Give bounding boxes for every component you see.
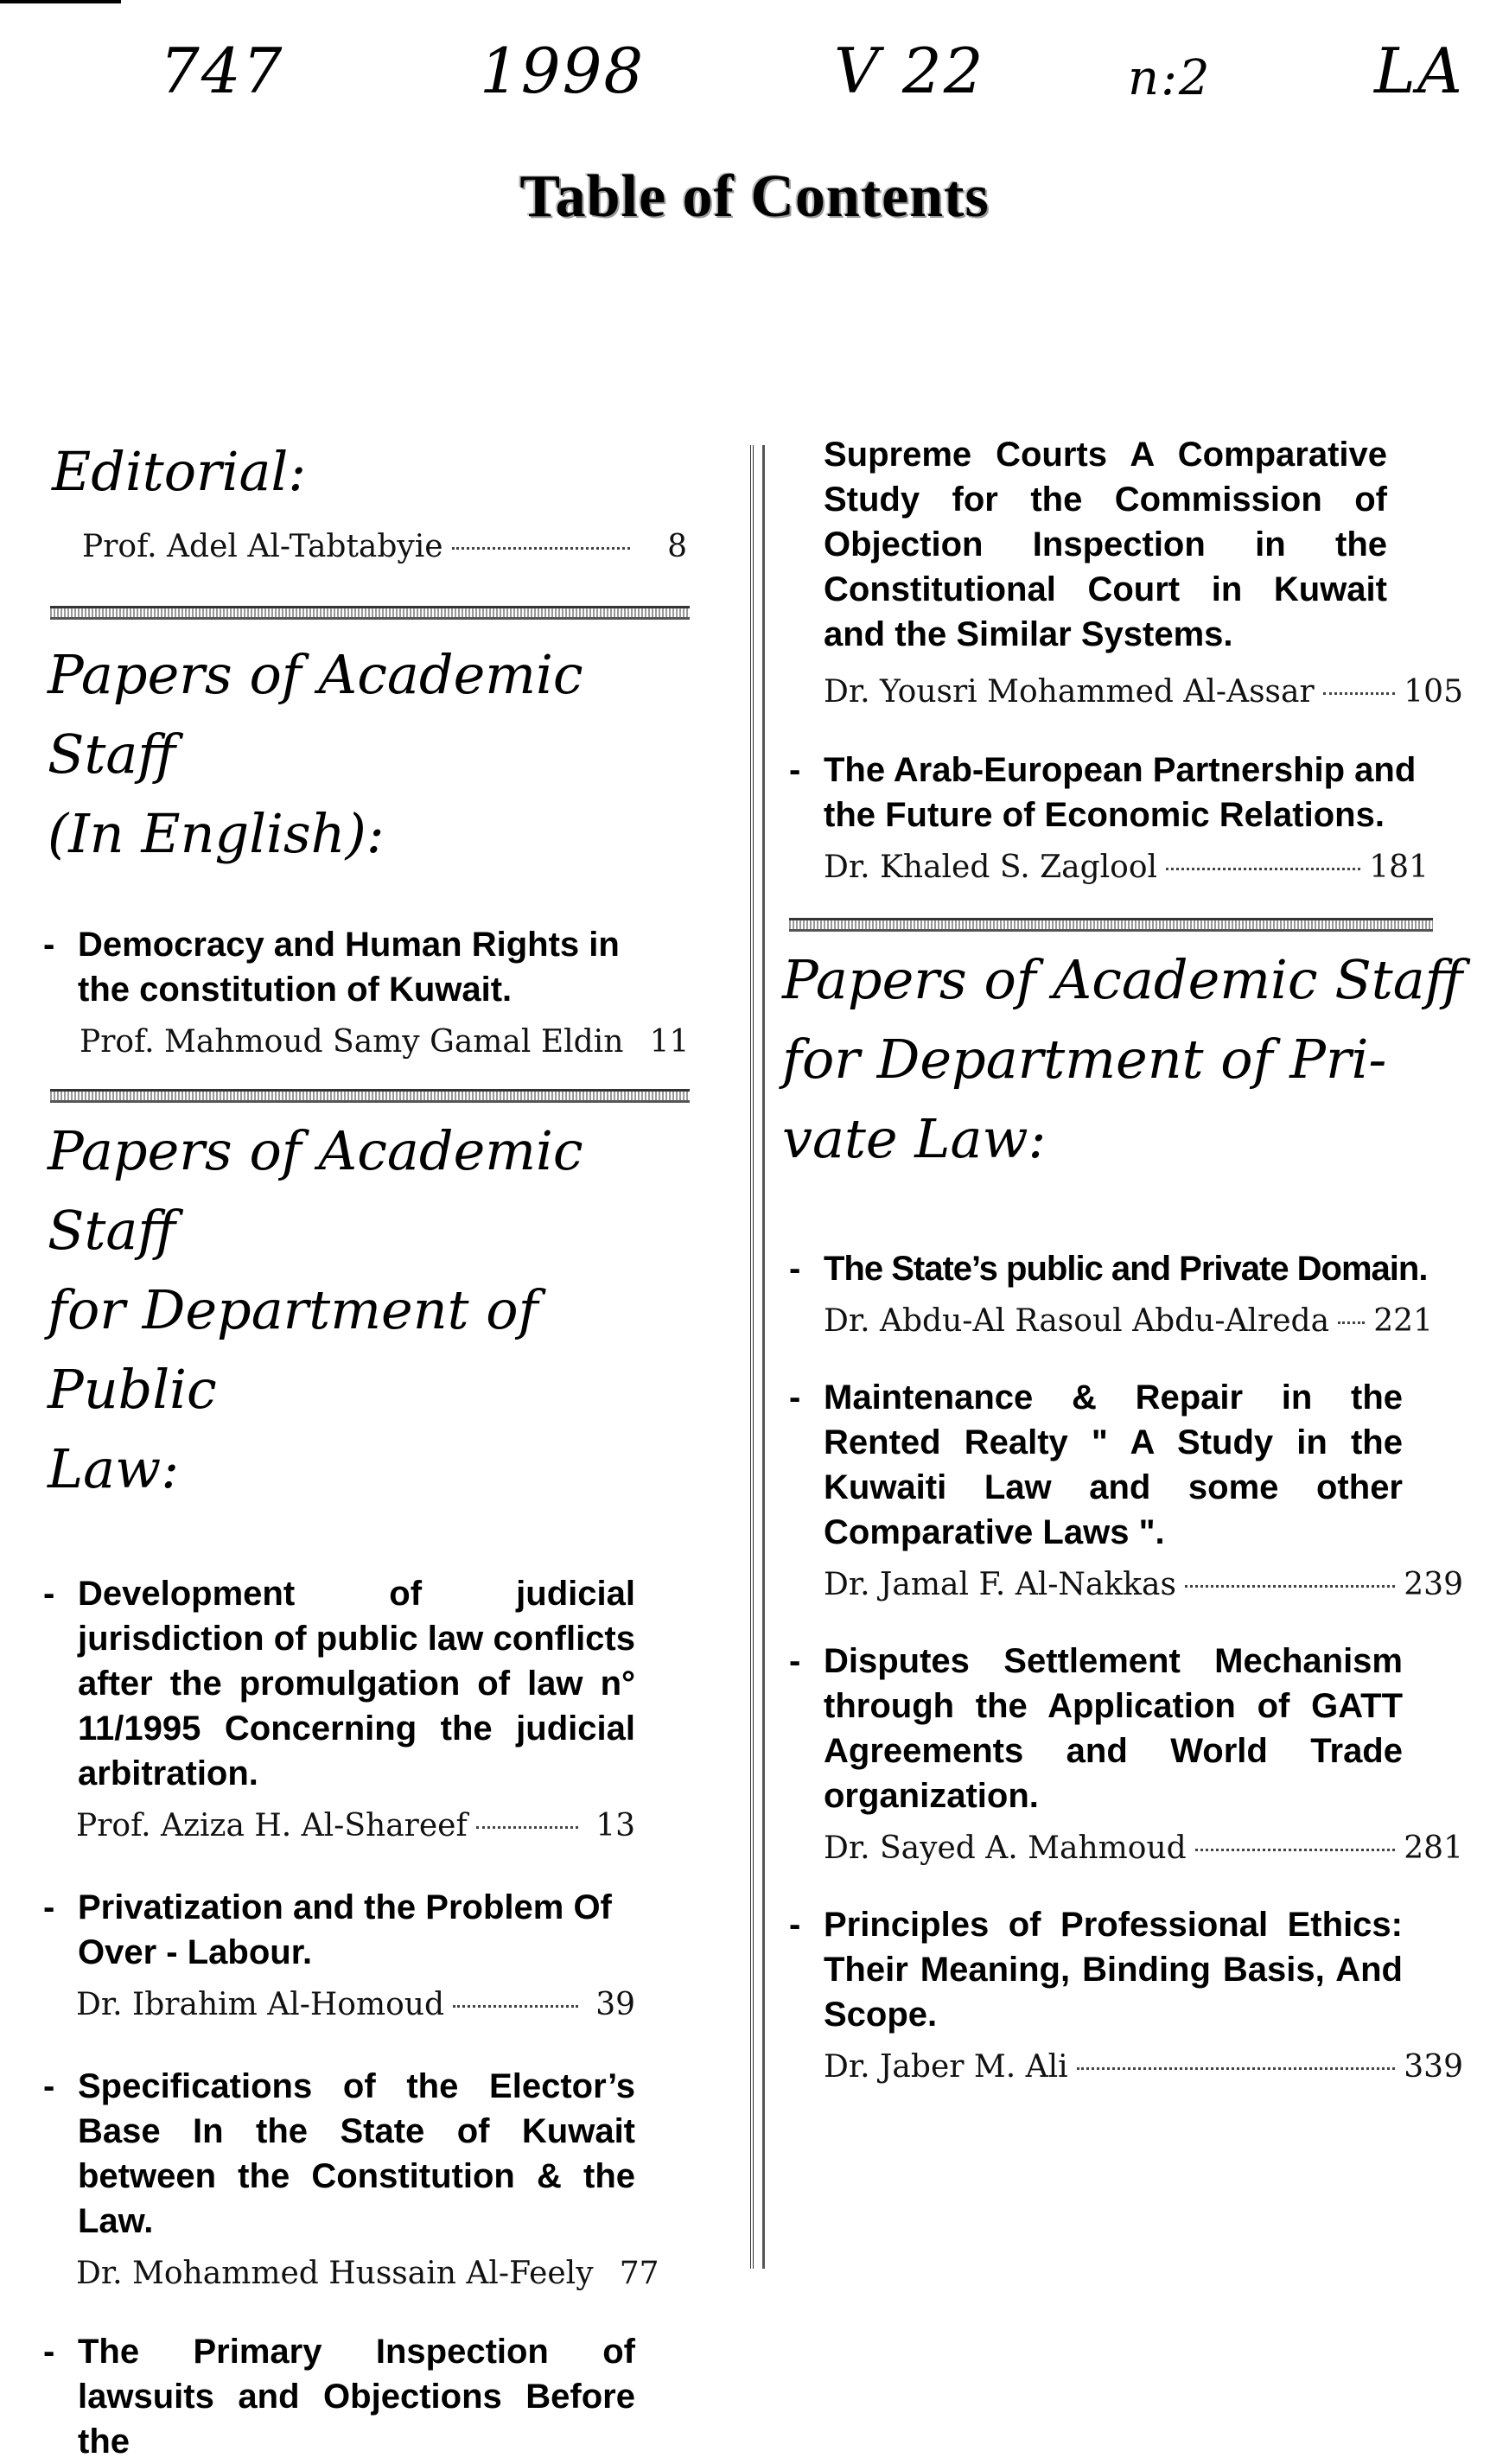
article-title: - Disputes Settlement Mechanism through the Application of GATT Agreements and World Trade organization. <box>789 1639 1403 1818</box>
section-rule <box>50 1089 690 1103</box>
article-entry-continued[interactable] <box>43 2329 635 2464</box>
article-author: Dr. Mohammed Hussain Al-Feely <box>76 2256 594 2291</box>
article-page: 181 <box>1369 850 1429 885</box>
article-title: - Maintenance & Repair in the Rented Realty " A Study in the Kuwaiti Law and some other Comparative Laws ". <box>789 1375 1403 1555</box>
bullet-dash: - <box>43 1888 55 1926</box>
article-title: - Principles of Professional Ethics: Their Meaning, Binding Basis, And Scope. <box>789 1902 1403 2037</box>
public-law-section <box>48 1111 700 1509</box>
article-entry-continuation[interactable] <box>774 432 1463 710</box>
article-entry[interactable] <box>43 2064 659 2291</box>
editorial-page: 8 <box>667 529 687 564</box>
dot-leader <box>1323 692 1396 695</box>
bullet-dash: - <box>43 2067 55 2105</box>
article-entry[interactable] <box>789 1639 1463 1866</box>
article-page: 11 <box>649 1024 690 1060</box>
dot-leader <box>1185 1585 1395 1588</box>
article-page: 105 <box>1404 674 1463 710</box>
article-author: Prof. Aziza H. Al-Shareef <box>76 1808 468 1843</box>
article-entry[interactable] <box>43 922 690 1060</box>
handwritten-year: 1998 <box>480 35 646 107</box>
left-column <box>43 432 700 2464</box>
article-title: - The State’s public and Private Domain. <box>789 1246 1433 1291</box>
public-heading-line2: for Department of Public <box>48 1278 538 1421</box>
english-heading-line1: Papers of Academic Staff <box>48 643 583 786</box>
article-entry[interactable] <box>789 1902 1463 2085</box>
article-entry[interactable] <box>789 1246 1433 1339</box>
article-author: Dr. Abdu-Al Rasoul Abdu-Alreda <box>824 1303 1330 1339</box>
article-entry[interactable] <box>789 748 1429 885</box>
article-byline <box>824 674 1463 710</box>
article-byline <box>824 1830 1463 1866</box>
article-byline <box>824 850 1429 885</box>
article-byline <box>824 2049 1463 2085</box>
column-divider <box>750 445 765 2269</box>
article-title: - Development of judicial jurisdiction of public law conflicts after the promulgation of law n° 11/1995 Concerning the judicial arbitration. <box>43 1571 635 1796</box>
article-title: - Specifications of the Elector’s Base In the State of Kuwait between the Constitution & the Law. <box>43 2064 635 2244</box>
public-heading-line3: Law: <box>48 1437 180 1500</box>
article-title: Supreme Courts A Comparative Study for the Commission of Objection Inspection in the Constitutional Court in Kuwait and the Similar Systems. <box>824 436 1387 653</box>
article-byline <box>76 1987 635 2022</box>
editorial-entry[interactable] <box>82 529 687 564</box>
public-heading-line1: Papers of Academic Staff <box>48 1119 583 1262</box>
article-title: - The Arab-European Partnership and the Future of Economic Relations. <box>789 748 1429 837</box>
article-page: 39 <box>595 1987 635 2022</box>
article-entry[interactable] <box>43 1885 635 2022</box>
page-title: Table of Contents <box>519 163 990 230</box>
article-page: 239 <box>1404 1567 1463 1602</box>
scan-edge-line <box>0 0 121 3</box>
article-title: - Privatization and the Problem Of Over - Labour. <box>43 1885 635 1975</box>
section-rule <box>50 606 690 620</box>
article-byline <box>76 1808 635 1843</box>
private-heading-line1: Papers of Academic Staff <box>782 948 1463 1011</box>
article-entry[interactable] <box>43 1571 635 1843</box>
private-heading-line3: vate Law: <box>782 1107 1047 1170</box>
bullet-dash: - <box>43 2333 55 2371</box>
private-law-section <box>782 940 1465 1179</box>
article-author: Dr. Ibrahim Al-Homoud <box>76 1987 445 2022</box>
article-page: 339 <box>1404 2049 1463 2085</box>
private-heading-line2: for Department of Pri- <box>782 1028 1387 1091</box>
english-section <box>48 635 700 874</box>
article-page: 77 <box>619 2256 659 2291</box>
dot-leader <box>1195 1849 1396 1851</box>
right-column <box>774 432 1465 2085</box>
bullet-dash: - <box>789 1642 801 1680</box>
dot-leader <box>476 1826 578 1829</box>
bullet-dash: - <box>789 1250 800 1288</box>
bullet-dash: - <box>43 1575 55 1613</box>
article-byline <box>80 1024 690 1060</box>
article-byline <box>824 1303 1433 1339</box>
editorial-author: Prof. Adel Al-Tabtabyie <box>82 529 443 564</box>
article-page: 221 <box>1373 1303 1433 1339</box>
dot-leader <box>1077 2067 1396 2070</box>
article-byline <box>76 2256 659 2291</box>
editorial-heading: Editorial: <box>52 440 307 503</box>
bullet-dash: - <box>789 751 801 789</box>
article-author: Prof. Mahmoud Samy Gamal Eldin <box>80 1024 624 1060</box>
article-author: Dr. Khaled S. Zaglool <box>824 850 1158 885</box>
bullet-dash: - <box>789 1378 801 1417</box>
article-author: Dr. Jamal F. Al-Nakkas <box>824 1567 1176 1602</box>
article-entry[interactable] <box>789 1375 1463 1602</box>
dot-leader <box>1166 868 1360 870</box>
article-author: Dr. Sayed A. Mahmoud <box>824 1830 1187 1866</box>
article-author: Dr. Yousri Mohammed Al-Assar <box>824 674 1315 710</box>
bullet-dash: - <box>43 926 55 964</box>
handwritten-language: LA <box>1374 35 1464 107</box>
section-rule <box>789 918 1433 932</box>
article-author: Dr. Jaber M. Ali <box>824 2049 1068 2085</box>
article-page: 13 <box>595 1808 635 1843</box>
english-heading-line2: (In English): <box>48 802 385 865</box>
handwritten-issue: n:2 <box>1128 50 1212 106</box>
article-byline <box>824 1567 1463 1602</box>
handwritten-volume: V 22 <box>834 35 985 107</box>
bullet-dash: - <box>789 1906 801 1944</box>
article-title: - The Primary Inspection of lawsuits and Objections Before the <box>43 2329 635 2464</box>
dot-leader <box>452 547 630 550</box>
article-title: - Democracy and Human Rights in the constitution of Kuwait. <box>43 922 648 1012</box>
dot-leader <box>1338 1321 1365 1324</box>
dot-leader <box>453 2005 578 2008</box>
article-page: 281 <box>1404 1830 1463 1866</box>
handwritten-number: 747 <box>160 35 284 107</box>
